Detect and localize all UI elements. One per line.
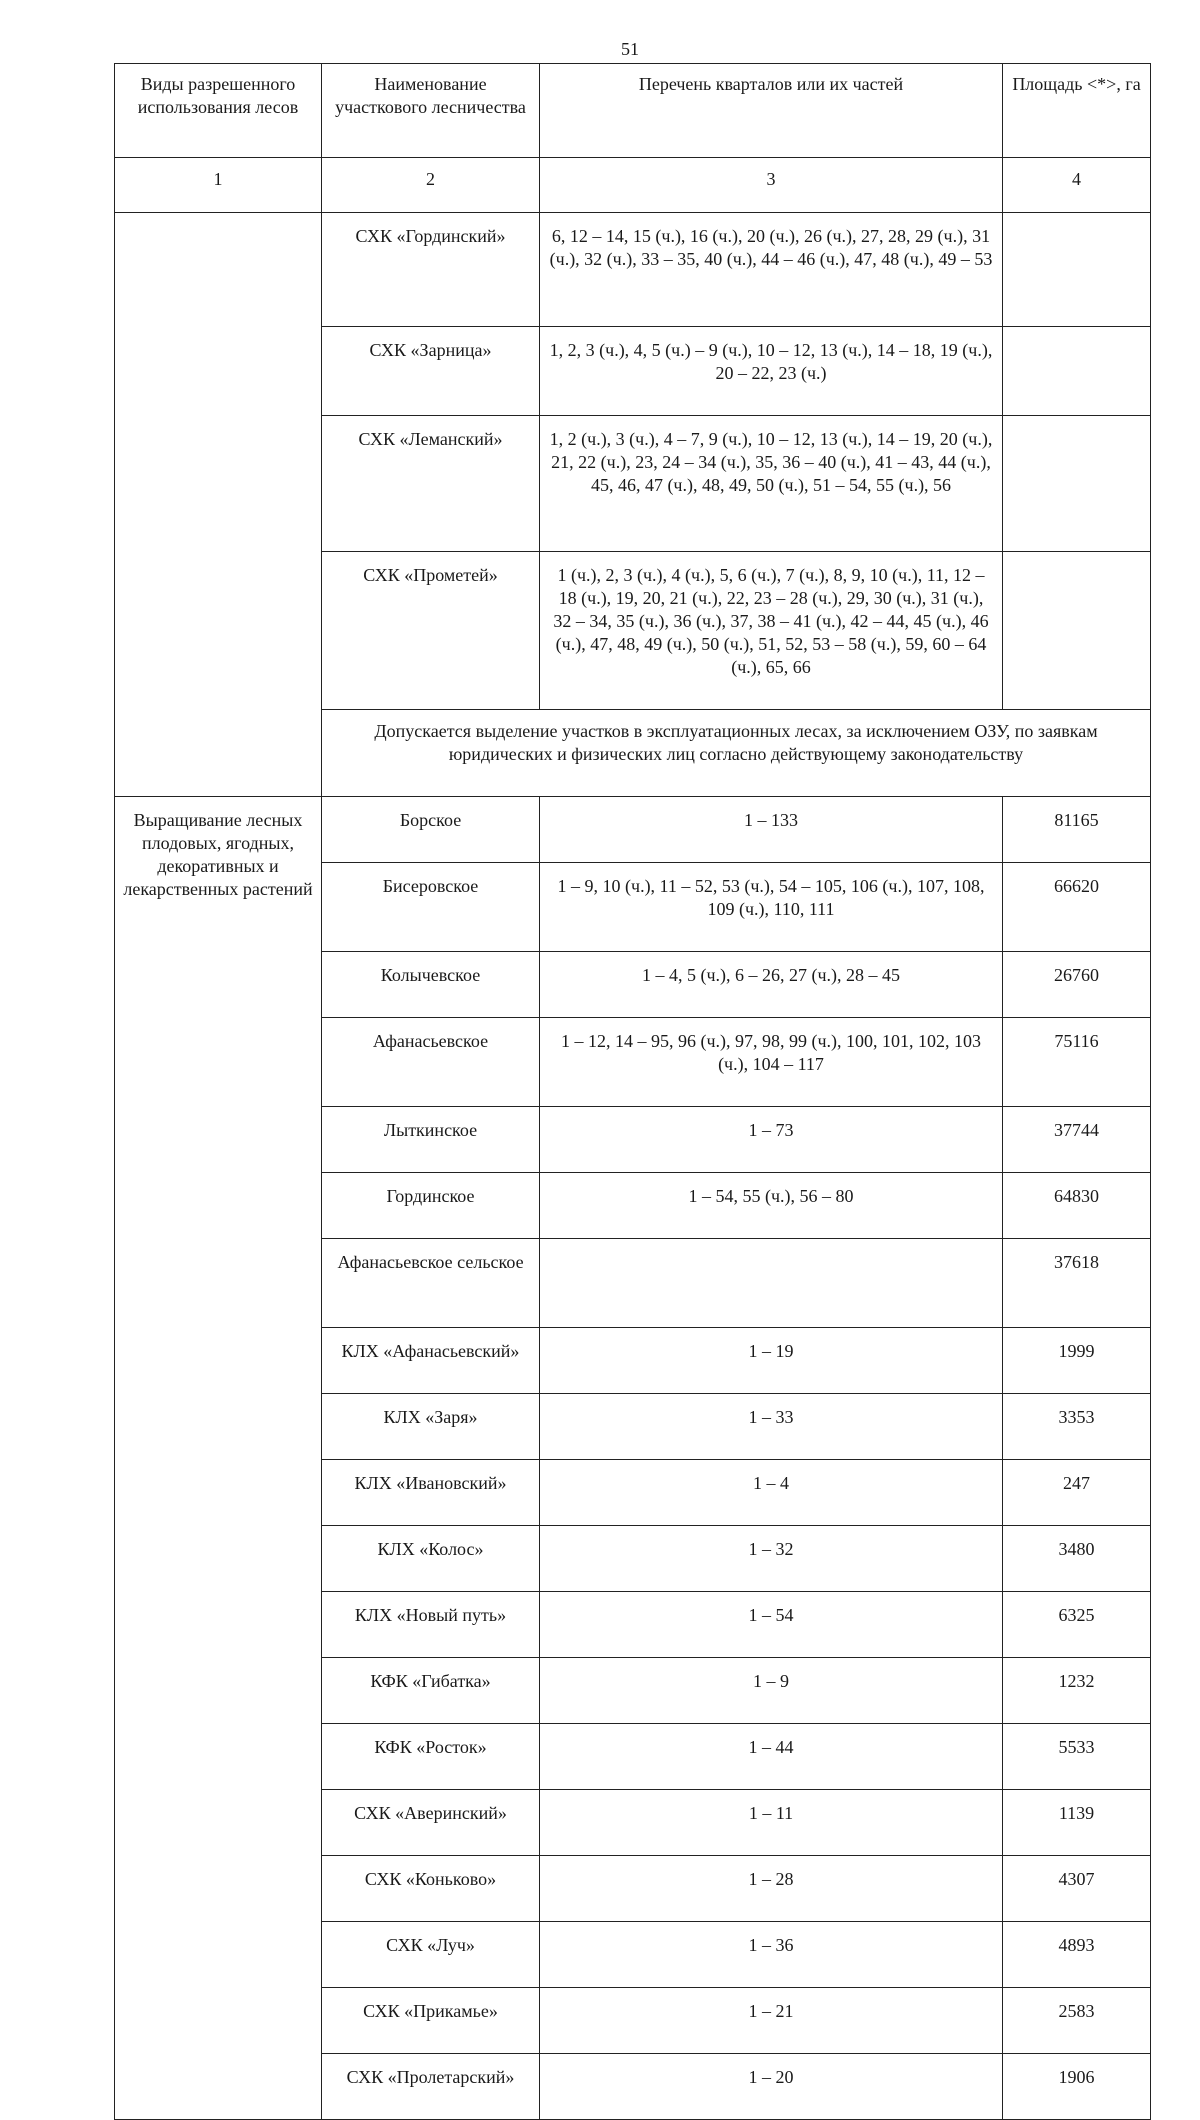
quarters-list: 1 – 54 <box>540 1592 1003 1658</box>
forestry-name: СХК «Леманский» <box>322 416 540 552</box>
quarters-list <box>540 1239 1003 1328</box>
forestry-name: СХК «Прикамье» <box>322 1988 540 2054</box>
forestry-name: Лыткинское <box>322 1107 540 1173</box>
area-value: 26760 <box>1003 952 1151 1018</box>
forestry-name: Гординское <box>322 1173 540 1239</box>
header-forestry-name: Наименование участкового лесничества <box>322 64 540 158</box>
forestry-name: СХК «Аверинский» <box>322 1790 540 1856</box>
area-value: 4307 <box>1003 1856 1151 1922</box>
area-value: 2583 <box>1003 1988 1151 2054</box>
quarters-list: 1 – 28 <box>540 1856 1003 1922</box>
quarters-list: 1 – 12, 14 – 95, 96 (ч.), 97, 98, 99 (ч.), 100, 101, 102, 103 (ч.), 104 – 117 <box>540 1018 1003 1107</box>
area-value <box>1003 552 1151 710</box>
quarters-list: 1 – 11 <box>540 1790 1003 1856</box>
forestry-name: СХК «Гординский» <box>322 213 540 327</box>
quarters-list: 1 – 73 <box>540 1107 1003 1173</box>
column-number: 4 <box>1003 158 1151 213</box>
quarters-list: 1 – 19 <box>540 1328 1003 1394</box>
forestry-name: Бисеровское <box>322 863 540 952</box>
allocation-note: Допускается выделение участков в эксплуатационных лесах, за исключением ОЗУ, по заявкам юридических и физических лиц согласно действующему законодательству <box>322 710 1151 797</box>
column-number: 3 <box>540 158 1003 213</box>
forestry-name: Афанасьевское сельское <box>322 1239 540 1328</box>
table-row <box>115 213 1151 327</box>
forestry-name: КЛХ «Заря» <box>322 1394 540 1460</box>
use-type-cell-empty <box>115 213 322 797</box>
forestry-name: КЛХ «Новый путь» <box>322 1592 540 1658</box>
area-value: 5533 <box>1003 1724 1151 1790</box>
area-value: 4893 <box>1003 1922 1151 1988</box>
page-number: 51 <box>621 39 639 59</box>
quarters-list: 1 – 21 <box>540 1988 1003 2054</box>
forestry-name: СХК «Зарница» <box>322 327 540 416</box>
area-value: 64830 <box>1003 1173 1151 1239</box>
area-value <box>1003 213 1151 327</box>
quarters-list: 1, 2, 3 (ч.), 4, 5 (ч.) – 9 (ч.), 10 – 12, 13 (ч.), 14 – 18, 19 (ч.), 20 – 22, 23 (ч.) <box>540 327 1003 416</box>
header-use-type: Виды разрешенного использования лесов <box>115 64 322 158</box>
area-value: 247 <box>1003 1460 1151 1526</box>
table-row <box>115 797 1151 863</box>
quarters-list: 1 – 33 <box>540 1394 1003 1460</box>
area-value <box>1003 327 1151 416</box>
area-value <box>1003 416 1151 552</box>
forestry-name: КЛХ «Афанасьевский» <box>322 1328 540 1394</box>
area-value: 75116 <box>1003 1018 1151 1107</box>
quarters-list: 1 (ч.), 2, 3 (ч.), 4 (ч.), 5, 6 (ч.), 7 (ч.), 8, 9, 10 (ч.), 11, 12 – 18 (ч.), 19, 20, 21 (ч.), 22, 23 – 28 (ч.), 29, 30 (ч.), 31 (ч.), 32 – 34, 35 (ч.), 36 (ч.), 37, 38 – 41 (ч.), 42 – 44, 45 (ч.), 46 (ч.), 47, 48, 49 (ч.), 50 (ч.), 51, 52, 53 – 58 (ч.), 59, 60 – 64 (ч.), 65, 66 <box>540 552 1003 710</box>
quarters-list: 1 – 9, 10 (ч.), 11 – 52, 53 (ч.), 54 – 105, 106 (ч.), 107, 108, 109 (ч.), 110, 111 <box>540 863 1003 952</box>
quarters-list: 1, 2 (ч.), 3 (ч.), 4 – 7, 9 (ч.), 10 – 12, 13 (ч.), 14 – 19, 20 (ч.), 21, 22 (ч.), 23, 24 – 34 (ч.), 35, 36 – 40 (ч.), 41 – 43, 44 (ч.), 45, 46, 47 (ч.), 48, 49, 50 (ч.), 51 – 54, 55 (ч.), 56 <box>540 416 1003 552</box>
quarters-list: 1 – 44 <box>540 1724 1003 1790</box>
quarters-list: 1 – 36 <box>540 1922 1003 1988</box>
column-number: 2 <box>322 158 540 213</box>
quarters-list: 1 – 32 <box>540 1526 1003 1592</box>
quarters-list: 1 – 9 <box>540 1658 1003 1724</box>
quarters-list: 1 – 133 <box>540 797 1003 863</box>
area-value: 1999 <box>1003 1328 1151 1394</box>
area-value: 6325 <box>1003 1592 1151 1658</box>
area-value: 37618 <box>1003 1239 1151 1328</box>
forestry-name: СХК «Коньково» <box>322 1856 540 1922</box>
use-type-cell: Выращивание лесных плодовых, ягодных, декоративных и лекарственных растений <box>115 797 322 2120</box>
table-header-row <box>115 64 1151 158</box>
quarters-list: 6, 12 – 14, 15 (ч.), 16 (ч.), 20 (ч.), 26 (ч.), 27, 28, 29 (ч.), 31 (ч.), 32 (ч.), 33 – 35, 40 (ч.), 44 – 46 (ч.), 47, 48 (ч.), 49 – 53 <box>540 213 1003 327</box>
forestry-name: КФК «Гибатка» <box>322 1658 540 1724</box>
quarters-list: 1 – 20 <box>540 2054 1003 2120</box>
forestry-name: КЛХ «Ивановский» <box>322 1460 540 1526</box>
forestry-name: КФК «Росток» <box>322 1724 540 1790</box>
area-value: 1232 <box>1003 1658 1151 1724</box>
area-value: 3480 <box>1003 1526 1151 1592</box>
area-value: 81165 <box>1003 797 1151 863</box>
quarters-list: 1 – 54, 55 (ч.), 56 – 80 <box>540 1173 1003 1239</box>
area-value: 1139 <box>1003 1790 1151 1856</box>
area-value: 1906 <box>1003 2054 1151 2120</box>
forestry-name: СХК «Луч» <box>322 1922 540 1988</box>
quarters-list: 1 – 4, 5 (ч.), 6 – 26, 27 (ч.), 28 – 45 <box>540 952 1003 1018</box>
forestry-name: СХК «Пролетарский» <box>322 2054 540 2120</box>
forest-use-table <box>114 63 1151 2120</box>
area-value: 66620 <box>1003 863 1151 952</box>
forestry-name: Афанасьевское <box>322 1018 540 1107</box>
header-area: Площадь <*>, га <box>1003 64 1151 158</box>
forestry-name: КЛХ «Колос» <box>322 1526 540 1592</box>
area-value: 37744 <box>1003 1107 1151 1173</box>
column-number: 1 <box>115 158 322 213</box>
area-value: 3353 <box>1003 1394 1151 1460</box>
header-quarters: Перечень кварталов или их частей <box>540 64 1003 158</box>
forestry-name: Колычевское <box>322 952 540 1018</box>
column-number-row <box>115 158 1151 213</box>
forestry-name: СХК «Прометей» <box>322 552 540 710</box>
quarters-list: 1 – 4 <box>540 1460 1003 1526</box>
forestry-name: Борское <box>322 797 540 863</box>
